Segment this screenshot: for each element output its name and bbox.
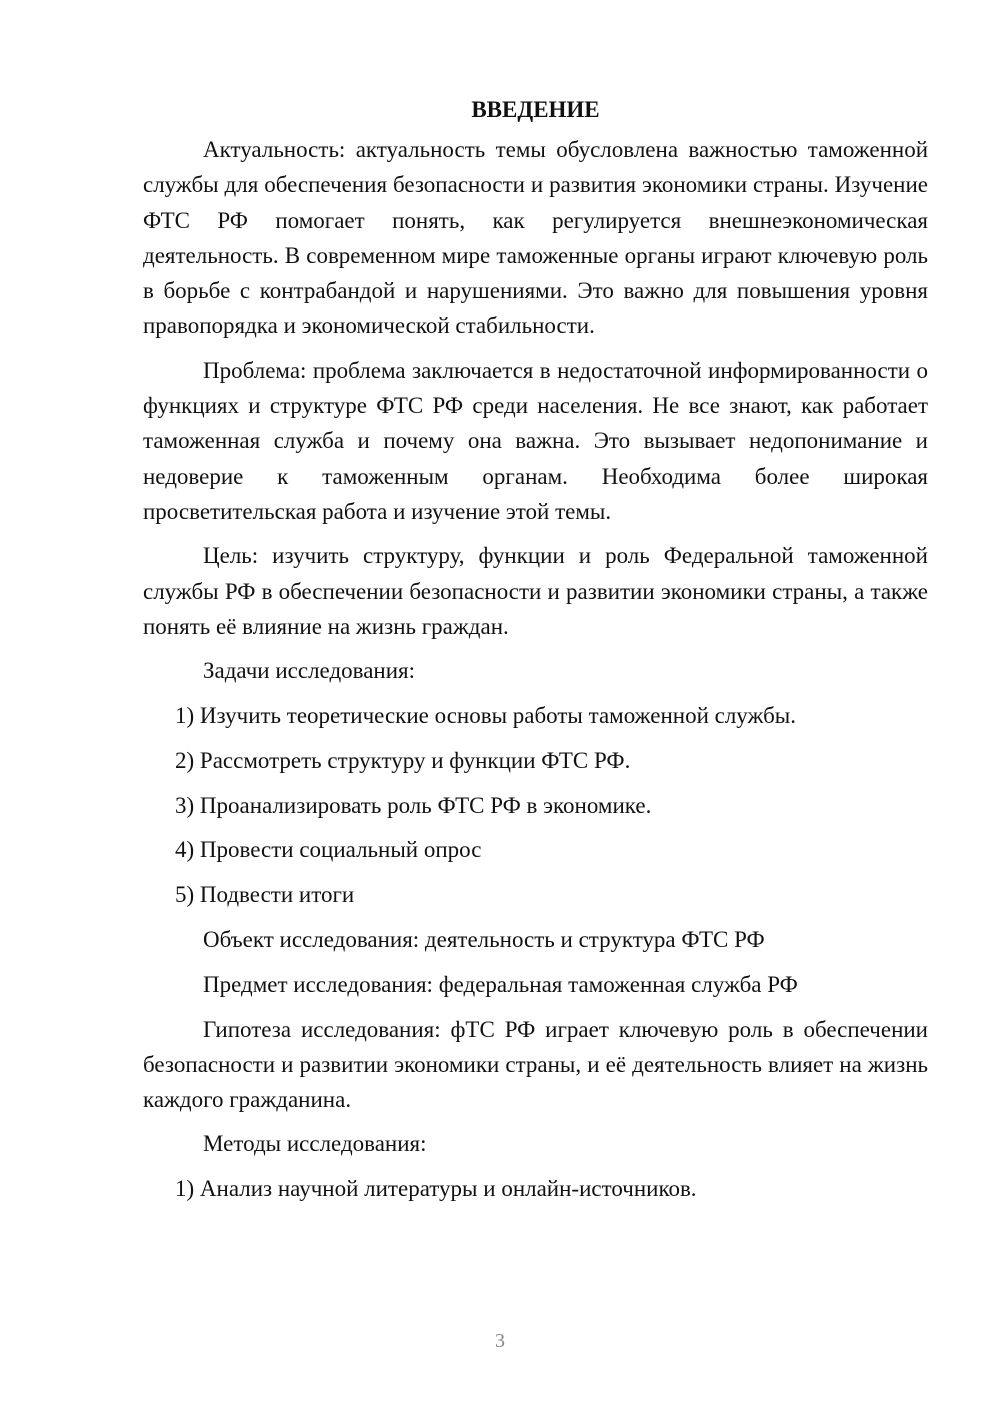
- task-item-3: 3) Проанализировать роль ФТС РФ в экономике.: [175, 792, 652, 818]
- research-object: Объект исследования: деятельность и структура ФТС РФ: [203, 926, 765, 952]
- method-item-1: 1) Анализ научной литературы и онлайн-источников.: [175, 1176, 697, 1202]
- goal-paragraph: Цель: изучить структуру, функции и роль Федеральной таможенной службы РФ в обеспечении безопасности и развитии экономики страны, а также понять её влияние на жизнь граждан.: [143, 543, 928, 639]
- task-item-2: 2) Рассмотреть структуру и функции ФТС РФ.: [175, 747, 631, 773]
- hypothesis-paragraph: Гипотеза исследования: фТС РФ играет ключевую роль в обеспечении безопасности и развитии экономики страны, и её деятельность влияет на жизнь каждого гражданина.: [143, 1016, 928, 1113]
- methods-title: Методы исследования:: [203, 1131, 427, 1157]
- task-item-5: 5) Подвести итоги: [175, 882, 355, 908]
- research-subject: Предмет исследования: федеральная таможенная служба РФ: [203, 971, 798, 997]
- page-number: 3: [495, 1330, 505, 1352]
- section-heading: ВВЕДЕНИЕ: [471, 97, 600, 122]
- problem-paragraph: Проблема: проблема заключается в недостаточной информированности о функциях и структуре ФТС РФ среди населения. Не все знают, как работает таможенная служба и почему она важна. Это вызывает недопонимание и недоверие к таможенным органам. Необходима более широкая просветительская работа и изучение этой темы.: [143, 357, 928, 524]
- tasks-title: Задачи исследования:: [203, 658, 416, 684]
- task-item-4: 4) Провести социальный опрос: [175, 837, 482, 863]
- page-content: [143, 92, 928, 1216]
- task-item-1: 1) Изучить теоретические основы работы таможенной службы.: [175, 702, 796, 728]
- relevance-paragraph: Актуальность: актуальность темы обусловлена важностью таможенной службы для обеспечения безопасности и развития экономики страны. Изучение ФТС РФ помогает понять, как регулируется внешнеэкономическая деятельность. В современном мире таможенные органы играют ключевую роль в борьбе с контрабандой и нарушениями. Это важно для повышения уровня правопорядка и экономической стабильности.: [143, 137, 928, 339]
